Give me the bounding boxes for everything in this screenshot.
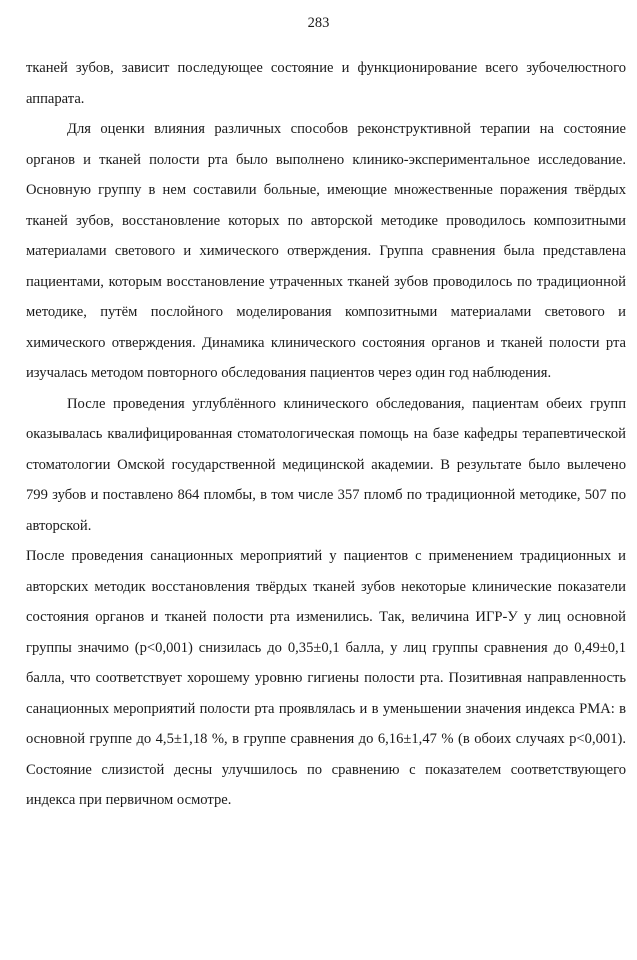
paragraph-3: После проведения углублённого клинического обследования, пациентам обеих групп оказывалась квалифицированная стоматологическая помощь на базе кафедры терапевтической стоматологии Омской государственной медицинской академии. В результате было вылечено 799 зубов и поставлено 864 пломбы, в том числе 357 пломб по традиционной методике, 507 по авторской. [26,395,626,534]
body-text [26,53,626,816]
paragraph-4: После проведения санационных мероприятий у пациентов с применением традиционных и авторских методик восстановления твёрдых тканей зубов некоторые клинические показатели состояния органов и тканей полости рта изменились. Так, величина ИГР-У у лиц основной группы значимо (p<0,001) снизилась до 0,35±0,1 балла, у лиц группы сравнения до 0,49±0,1 балла, что соответствует хорошему уровню гигиены полости рта. Позитивная направленность санационных мероприятий полости рта проявлялась и в уменьшении значения индекса PMA: в основной группе до 4,5±1,18 %, в группе сравнения до 6,16±1,47 % (в обоих случаях p<0,001). Состояние слизистой десны улучшилось по сравнению с показателем соответствующего индекса при первичном осмотре. [26,548,626,808]
paragraph-2: Для оценки влияния различных способов реконструктивной терапии на состояние органов и тканей полости рта было выполнено клинико-экспериментальное исследование. Основную группу в нем составили больные, имеющие множественные поражения твёрдых тканей зубов, восстановление которых по авторской методике проводилось композитными материалами светового и химического отверждения. Группа сравнения была представлена пациентами, которым восстановление утраченных тканей зубов проводилось по традиционной методике, путём послойного моделирования композитными материалами светового и химического отверждения. Динамика клинического состояния органов и тканей полости рта изучалась методом повторного обследования пациентов через один год наблюдения. [26,121,626,381]
page-number: 283 [307,15,330,31]
paragraph-1: тканей зубов, зависит последующее состояние и функционирование всего зубочелюстного аппарата. [26,60,626,107]
